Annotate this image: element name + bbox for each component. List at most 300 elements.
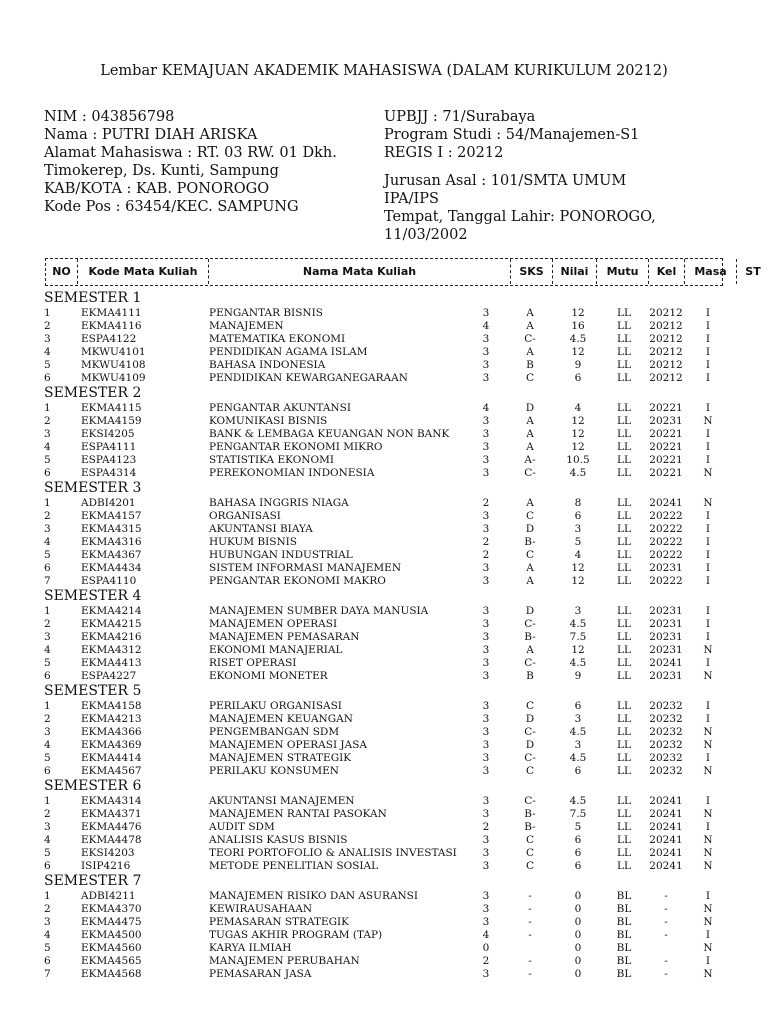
cell-st: N <box>703 860 713 872</box>
table-header <box>45 258 761 286</box>
cell-sks: 3 <box>482 562 490 574</box>
table-row <box>0 605 768 618</box>
cell-masa: 20231 <box>649 415 683 427</box>
header-st: ST <box>745 265 761 278</box>
cell-st: I <box>705 575 711 587</box>
cell-nama: PENDIDIKAN AGAMA ISLAM <box>209 346 368 358</box>
cell-nilai: C <box>525 860 535 872</box>
cell-st: I <box>705 428 711 440</box>
cell-nilai: A <box>526 441 534 453</box>
regis: REGIS I : 20212 <box>384 145 504 161</box>
cell-nama: PENGANTAR EKONOMI MAKRO <box>209 575 386 587</box>
cell-sks: 3 <box>482 333 490 345</box>
cell-st: N <box>703 739 713 751</box>
cell-nilai: A <box>526 307 534 319</box>
cell-st: N <box>703 415 713 427</box>
cell-st: I <box>705 955 711 967</box>
cell-kel: BL <box>616 890 632 902</box>
table-row <box>0 372 768 385</box>
cell-nama: PEMASARAN STRATEGIK <box>209 916 350 928</box>
cell-kel: LL <box>617 713 631 725</box>
cell-nama: KOMUNIKASI BISNIS <box>209 415 328 427</box>
cell-nama: MANAJEMEN RISIKO DAN ASURANSI <box>209 890 418 902</box>
cell-nama: MANAJEMEN RANTAI PASOKAN <box>209 808 387 820</box>
cell-mutu: 0 <box>574 916 582 928</box>
semester-heading: SEMESTER 2 <box>44 385 142 401</box>
cell-kode: EKMA4371 <box>81 808 142 820</box>
table-row <box>0 795 768 808</box>
cell-st: I <box>705 562 711 574</box>
cell-sks: 3 <box>482 372 490 384</box>
cell-kode: ESPA4111 <box>81 441 137 453</box>
semester-heading: SEMESTER 5 <box>44 683 142 699</box>
cell-nilai: B- <box>524 808 536 820</box>
cell-st: I <box>705 333 711 345</box>
cell-nilai: A <box>526 428 534 440</box>
cell-mutu: 0 <box>574 955 582 967</box>
cell-masa: 20241 <box>649 657 683 669</box>
cell-nama: AUDIT SDM <box>209 821 275 833</box>
alamat: Alamat Mahasiswa : RT. 03 RW. 01 Dkh. Timokerep, Ds. Kunti, Sampung <box>44 145 337 179</box>
cell-masa: 20221 <box>649 441 683 453</box>
cell-no: 6 <box>44 562 51 574</box>
table-row <box>0 562 768 575</box>
cell-no: 4 <box>44 929 51 941</box>
table-row <box>0 700 768 713</box>
cell-kode: EKMA4314 <box>81 795 142 807</box>
cell-masa: 20231 <box>649 670 683 682</box>
cell-st: N <box>703 765 713 777</box>
cell-masa: 20241 <box>649 795 683 807</box>
cell-no: 1 <box>44 307 51 319</box>
cell-kel: LL <box>617 644 631 656</box>
table-row <box>0 631 768 644</box>
cell-nilai: B <box>526 359 534 371</box>
cell-masa: 20241 <box>649 497 683 509</box>
cell-sks: 3 <box>482 428 490 440</box>
cell-no: 7 <box>44 968 51 980</box>
cell-st: I <box>705 320 711 332</box>
cell-masa: 20241 <box>649 834 683 846</box>
cell-mutu: 12 <box>571 415 585 427</box>
tempat-tanggal-lahir: Tempat, Tanggal Lahir: PONOROGO, 11/03/2002 <box>384 209 656 243</box>
cell-kode: EKMA4560 <box>81 942 142 954</box>
cell-nama: EKONOMI MANAJERIAL <box>209 644 343 656</box>
cell-sks: 4 <box>482 929 490 941</box>
cell-nama: RISET OPERASI <box>209 657 297 669</box>
cell-no: 2 <box>44 713 51 725</box>
cell-kode: EKMA4567 <box>81 765 142 777</box>
table-row <box>0 454 768 467</box>
cell-sks: 3 <box>482 795 490 807</box>
cell-nilai: - <box>528 929 532 941</box>
cell-nilai: D <box>525 713 535 725</box>
table-row <box>0 968 768 981</box>
header-sks: SKS <box>511 259 553 284</box>
cell-st: N <box>703 968 713 980</box>
cell-kel: LL <box>617 752 631 764</box>
cell-kel: LL <box>617 670 631 682</box>
cell-nilai: - <box>528 903 532 915</box>
cell-sks: 0 <box>482 942 490 954</box>
cell-no: 1 <box>44 890 51 902</box>
cell-nama: TEORI PORTOFOLIO & ANALISIS INVESTASI <box>209 847 457 859</box>
cell-kode: MKWU4108 <box>81 359 146 371</box>
nim: NIM : 043856798 <box>44 109 175 125</box>
cell-sks: 3 <box>482 657 490 669</box>
cell-nilai: D <box>525 402 535 414</box>
cell-masa: 20241 <box>649 860 683 872</box>
cell-mutu: 8 <box>574 497 582 509</box>
cell-no: 6 <box>44 670 51 682</box>
table-row <box>0 549 768 562</box>
cell-no: 5 <box>44 657 51 669</box>
cell-no: 4 <box>44 739 51 751</box>
cell-kel: BL <box>616 955 632 967</box>
cell-kode: ESPA4123 <box>81 454 137 466</box>
cell-no: 3 <box>44 821 51 833</box>
cell-no: 6 <box>44 955 51 967</box>
cell-sks: 3 <box>482 454 490 466</box>
cell-kode: MKWU4101 <box>81 346 146 358</box>
cell-masa: 20232 <box>649 752 683 764</box>
cell-sks: 3 <box>482 441 490 453</box>
table-row <box>0 536 768 549</box>
cell-sks: 3 <box>482 605 490 617</box>
cell-st: N <box>703 942 713 954</box>
cell-st: I <box>705 510 711 522</box>
cell-nilai: C- <box>524 657 536 669</box>
cell-no: 3 <box>44 726 51 738</box>
cell-sks: 2 <box>482 497 490 509</box>
table-row <box>0 657 768 670</box>
cell-no: 6 <box>44 765 51 777</box>
program-studi: Program Studi : 54/Manajemen-S1 <box>384 127 640 143</box>
cell-masa: 20221 <box>649 428 683 440</box>
cell-no: 1 <box>44 402 51 414</box>
cell-nama: MANAJEMEN OPERASI JASA <box>209 739 367 751</box>
cell-masa: 20222 <box>649 575 683 587</box>
cell-kel: LL <box>617 618 631 630</box>
cell-mutu: 9 <box>574 670 582 682</box>
cell-nilai: - <box>528 955 532 967</box>
cell-nilai: D <box>525 523 535 535</box>
cell-masa: 20212 <box>649 346 683 358</box>
cell-mutu: 6 <box>574 372 582 384</box>
cell-sks: 3 <box>482 467 490 479</box>
cell-st: I <box>705 372 711 384</box>
cell-no: 3 <box>44 916 51 928</box>
cell-st: I <box>705 454 711 466</box>
cell-nama: STATISTIKA EKONOMI <box>209 454 334 466</box>
cell-kode: EKMA4116 <box>81 320 142 332</box>
cell-mutu: 12 <box>571 562 585 574</box>
cell-kode: EKMA4568 <box>81 968 142 980</box>
cell-no: 4 <box>44 834 51 846</box>
cell-nilai: C- <box>524 795 536 807</box>
cell-kel: LL <box>617 860 631 872</box>
table-row <box>0 467 768 480</box>
table-row <box>0 644 768 657</box>
cell-no: 1 <box>44 605 51 617</box>
cell-masa: 20232 <box>649 713 683 725</box>
cell-sks: 3 <box>482 890 490 902</box>
cell-st: I <box>705 890 711 902</box>
cell-nilai: A <box>526 644 534 656</box>
cell-kel: LL <box>617 700 631 712</box>
cell-st: N <box>703 467 713 479</box>
cell-kode: ISIP4216 <box>81 860 131 872</box>
cell-kel: LL <box>617 510 631 522</box>
cell-sks: 3 <box>482 968 490 980</box>
cell-no: 2 <box>44 618 51 630</box>
cell-mutu: 12 <box>571 644 585 656</box>
cell-no: 2 <box>44 808 51 820</box>
cell-no: 5 <box>44 454 51 466</box>
table-row <box>0 575 768 588</box>
cell-sks: 3 <box>482 808 490 820</box>
table-row <box>0 497 768 510</box>
cell-kode: EKMA4312 <box>81 644 142 656</box>
cell-no: 3 <box>44 523 51 535</box>
cell-sks: 3 <box>482 765 490 777</box>
cell-sks: 3 <box>482 834 490 846</box>
cell-nama: HUBUNGAN INDUSTRIAL <box>209 549 353 561</box>
cell-masa: 20231 <box>649 562 683 574</box>
semester-heading: SEMESTER 6 <box>44 778 142 794</box>
cell-kode: EKMA4316 <box>81 536 142 548</box>
table-row <box>0 821 768 834</box>
cell-sks: 3 <box>482 903 490 915</box>
cell-masa: 20212 <box>649 333 683 345</box>
cell-kode: EKMA4370 <box>81 903 142 915</box>
cell-nilai: C <box>525 372 535 384</box>
cell-mutu: 6 <box>574 700 582 712</box>
cell-mutu: 4.5 <box>569 333 587 345</box>
cell-sks: 2 <box>482 549 490 561</box>
table-row <box>0 808 768 821</box>
cell-st: I <box>705 523 711 535</box>
cell-kel: LL <box>617 523 631 535</box>
table-row <box>0 860 768 873</box>
cell-nama: BANK & LEMBAGA KEUANGAN NON BANK <box>209 428 450 440</box>
table-row <box>0 929 768 942</box>
cell-kode: ESPA4110 <box>81 575 137 587</box>
cell-no: 4 <box>44 536 51 548</box>
cell-sks: 3 <box>482 575 490 587</box>
semester-heading: SEMESTER 7 <box>44 873 142 889</box>
cell-mutu: 0 <box>574 890 582 902</box>
cell-mutu: 7.5 <box>569 631 587 643</box>
cell-masa: - <box>664 890 668 902</box>
cell-nama: BAHASA INGGRIS NIAGA <box>209 497 349 509</box>
cell-kel: BL <box>616 929 632 941</box>
header-mutu: Mutu <box>597 259 649 284</box>
table-row <box>0 834 768 847</box>
cell-nama: KARYA ILMIAH <box>209 942 292 954</box>
cell-nama: TUGAS AKHIR PROGRAM (TAP) <box>209 929 383 941</box>
cell-kel: LL <box>617 739 631 751</box>
cell-no: 6 <box>44 860 51 872</box>
cell-st: I <box>705 307 711 319</box>
table-row <box>0 346 768 359</box>
cell-sks: 2 <box>482 955 490 967</box>
cell-kode: EKMA4111 <box>81 307 142 319</box>
cell-sks: 3 <box>482 860 490 872</box>
student-info-left <box>44 108 364 216</box>
cell-nama: AKUNTANSI BIAYA <box>209 523 313 535</box>
table-row <box>0 441 768 454</box>
cell-kel: LL <box>617 847 631 859</box>
cell-kode: EKMA4475 <box>81 916 142 928</box>
cell-nama: EKONOMI MONETER <box>209 670 328 682</box>
table-row <box>0 847 768 860</box>
cell-sks: 3 <box>482 713 490 725</box>
header-kode: Kode Mata Kuliah <box>78 259 209 284</box>
cell-no: 2 <box>44 903 51 915</box>
cell-masa: 20241 <box>649 808 683 820</box>
cell-kel: LL <box>617 562 631 574</box>
table-row <box>0 359 768 372</box>
cell-nilai: C- <box>524 752 536 764</box>
cell-nilai: C <box>525 834 535 846</box>
cell-sks: 3 <box>482 644 490 656</box>
cell-sks: 4 <box>482 320 490 332</box>
table-row <box>0 523 768 536</box>
cell-masa: 20232 <box>649 726 683 738</box>
table-row <box>0 739 768 752</box>
cell-nama: KEWIRAUSAHAAN <box>209 903 313 915</box>
cell-mutu: 6 <box>574 847 582 859</box>
cell-sks: 2 <box>482 536 490 548</box>
cell-kode: ESPA4227 <box>81 670 137 682</box>
cell-sks: 3 <box>482 916 490 928</box>
semester-heading: SEMESTER 4 <box>44 588 142 604</box>
cell-kode: MKWU4109 <box>81 372 146 384</box>
cell-nama: PERILAKU KONSUMEN <box>209 765 339 777</box>
cell-st: N <box>703 916 713 928</box>
cell-no: 5 <box>44 359 51 371</box>
table-row <box>0 415 768 428</box>
cell-kode: ADBI4211 <box>81 890 136 902</box>
table-row <box>0 765 768 778</box>
cell-st: I <box>705 929 711 941</box>
cell-kode: EKMA4434 <box>81 562 142 574</box>
cell-sks: 3 <box>482 307 490 319</box>
nama: Nama : PUTRI DIAH ARISKA <box>44 127 258 143</box>
cell-nama: PENGANTAR EKONOMI MIKRO <box>209 441 383 453</box>
cell-nama: PEMASARAN JASA <box>209 968 312 980</box>
cell-kel: LL <box>617 428 631 440</box>
cell-masa: 20232 <box>649 739 683 751</box>
cell-nilai: - <box>528 968 532 980</box>
cell-mutu: 6 <box>574 765 582 777</box>
cell-st: I <box>705 700 711 712</box>
table-row <box>0 916 768 929</box>
cell-mutu: 0 <box>574 929 582 941</box>
cell-masa: 20212 <box>649 320 683 332</box>
cell-mutu: 9 <box>574 359 582 371</box>
cell-st: I <box>705 605 711 617</box>
cell-mutu: 4.5 <box>569 752 587 764</box>
cell-nilai: C- <box>524 618 536 630</box>
cell-st: N <box>703 903 713 915</box>
cell-kel: LL <box>617 795 631 807</box>
cell-nama: ORGANISASI <box>209 510 281 522</box>
cell-kel: LL <box>617 726 631 738</box>
cell-masa: 20221 <box>649 402 683 414</box>
cell-st: I <box>705 549 711 561</box>
cell-kode: EKSI4205 <box>81 428 135 440</box>
cell-masa: 20222 <box>649 536 683 548</box>
cell-sks: 3 <box>482 726 490 738</box>
cell-no: 1 <box>44 795 51 807</box>
cell-kode: EKMA4500 <box>81 929 142 941</box>
cell-no: 5 <box>44 847 51 859</box>
cell-nama: MANAJEMEN OPERASI <box>209 618 338 630</box>
cell-masa: 20231 <box>649 631 683 643</box>
cell-kode: EKMA4414 <box>81 752 142 764</box>
cell-nilai: B <box>526 670 534 682</box>
cell-kode: EKMA4159 <box>81 415 142 427</box>
cell-sks: 2 <box>482 821 490 833</box>
cell-nilai: D <box>525 605 535 617</box>
cell-no: 2 <box>44 320 51 332</box>
course-table <box>0 290 768 981</box>
cell-no: 3 <box>44 631 51 643</box>
cell-masa: 20212 <box>649 359 683 371</box>
table-row <box>0 618 768 631</box>
cell-kode: EKMA4315 <box>81 523 142 535</box>
cell-kode: EKMA4214 <box>81 605 142 617</box>
cell-nama: METODE PENELITIAN SOSIAL <box>209 860 379 872</box>
cell-mutu: 4.5 <box>569 657 587 669</box>
cell-nilai: D <box>525 739 535 751</box>
cell-st: N <box>703 644 713 656</box>
cell-no: 4 <box>44 644 51 656</box>
table-row <box>0 307 768 320</box>
cell-st: I <box>705 713 711 725</box>
cell-kel: BL <box>616 942 632 954</box>
cell-nama: MANAJEMEN PERUBAHAN <box>209 955 360 967</box>
cell-masa: 20221 <box>649 467 683 479</box>
cell-nilai: A <box>526 562 534 574</box>
cell-kel: LL <box>617 536 631 548</box>
cell-st: I <box>705 618 711 630</box>
cell-kode: ADBI4201 <box>81 497 136 509</box>
cell-kode: EKMA4369 <box>81 739 142 751</box>
cell-st: N <box>703 808 713 820</box>
cell-kel: LL <box>617 415 631 427</box>
cell-kel: LL <box>617 821 631 833</box>
cell-sks: 3 <box>482 739 490 751</box>
cell-kode: EKMA4478 <box>81 834 142 846</box>
cell-kel: LL <box>617 333 631 345</box>
cell-sks: 4 <box>482 402 490 414</box>
cell-kel: LL <box>617 605 631 617</box>
cell-kel: LL <box>617 441 631 453</box>
cell-sks: 3 <box>482 631 490 643</box>
cell-mutu: 4.5 <box>569 795 587 807</box>
cell-nilai: B- <box>524 821 536 833</box>
page-title: Lembar KEMAJUAN AKADEMIK MAHASISWA (DALAM KURIKULUM 20212) <box>100 63 668 79</box>
cell-kode: EKMA4158 <box>81 700 142 712</box>
cell-sks: 3 <box>482 752 490 764</box>
cell-masa: 20222 <box>649 510 683 522</box>
cell-sks: 3 <box>482 700 490 712</box>
semester-heading: SEMESTER 1 <box>44 290 142 306</box>
cell-kel: LL <box>617 359 631 371</box>
